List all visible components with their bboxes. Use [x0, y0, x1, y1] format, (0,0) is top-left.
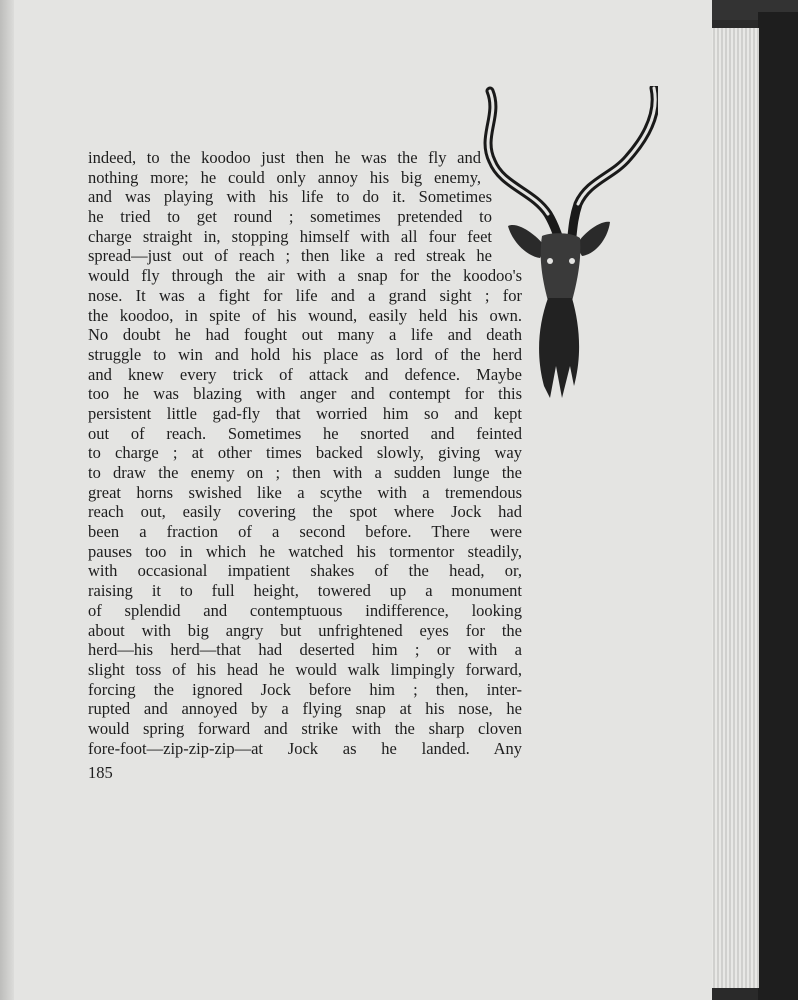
text-line: of splendid and contemptuous indifference, looking — [88, 600, 522, 620]
text-line: to charge ; at other times backed slowly, giving way — [88, 443, 522, 463]
text-line: about with big angry but unfrightened eyes for the — [88, 620, 522, 640]
page-number: 185 — [88, 763, 113, 782]
text-line: too he was blazing with anger and contempt for this — [88, 384, 522, 404]
book-cover — [758, 12, 798, 1000]
gutter-shadow — [0, 0, 14, 1000]
text-line: with occasional impatient shakes of the head, or, — [88, 561, 522, 581]
text-line: spread—just out of reach ; then like a red streak he — [88, 246, 492, 266]
text-line: nose. It was a fight for life and a grand sight ; for — [88, 285, 522, 305]
text-line: the koodoo, in spite of his wound, easily held his own. — [88, 305, 522, 325]
body-text — [88, 148, 522, 758]
text-line: would fly through the air with a snap for the koodoo's — [88, 266, 522, 286]
text-line: to draw the enemy on ; then with a sudden lunge the — [88, 463, 522, 482]
text-line: been a fraction of a second before. There were — [88, 522, 522, 542]
text-line: charge straight in, stopping himself with all four feet — [88, 226, 492, 246]
text-line: reach out, easily covering the spot where Jock had — [88, 502, 522, 522]
text-line: slight toss of his head he would walk limpingly forward, — [88, 659, 522, 679]
text-line: persistent little gad-fly that worried him so and kept — [88, 403, 522, 423]
text-line: herd—his herd—that had deserted him ; or with a — [88, 640, 522, 660]
text-line: he tried to get round ; sometimes pretended to — [88, 207, 492, 227]
koodoo-head-illustration — [478, 86, 658, 406]
text-line: and knew every trick of attack and defence. Maybe — [88, 364, 522, 384]
text-line: great horns swished like a scythe with a tremendous — [88, 482, 522, 502]
text-line: forcing the ignored Jock before him ; then, inter- — [88, 679, 522, 699]
text-line: and was playing with his life to do it. Sometimes — [88, 187, 492, 207]
text-line: raising it to full height, towered up a monument — [88, 581, 522, 601]
text-line: No doubt he had fought out many a life and death — [88, 325, 522, 345]
text-line: out of reach. Sometimes he snorted and feinted — [88, 423, 522, 443]
text-line: fore-foot—zip-zip-zip—at Jock as he landed. Any — [88, 738, 522, 758]
text-line: would spring forward and strike with the sharp cloven — [88, 718, 522, 738]
text-line: rupted and annoyed by a flying snap at his nose, he — [88, 699, 522, 719]
text-line: pauses too in which he watched his tormentor steadily, — [88, 541, 522, 561]
text-line: nothing more; he could only annoy his big enemy, — [88, 167, 481, 187]
text-line: indeed, to the koodoo just then he was the fly and — [88, 148, 481, 167]
text-line: struggle to win and hold his place as lord of the herd — [88, 344, 522, 364]
